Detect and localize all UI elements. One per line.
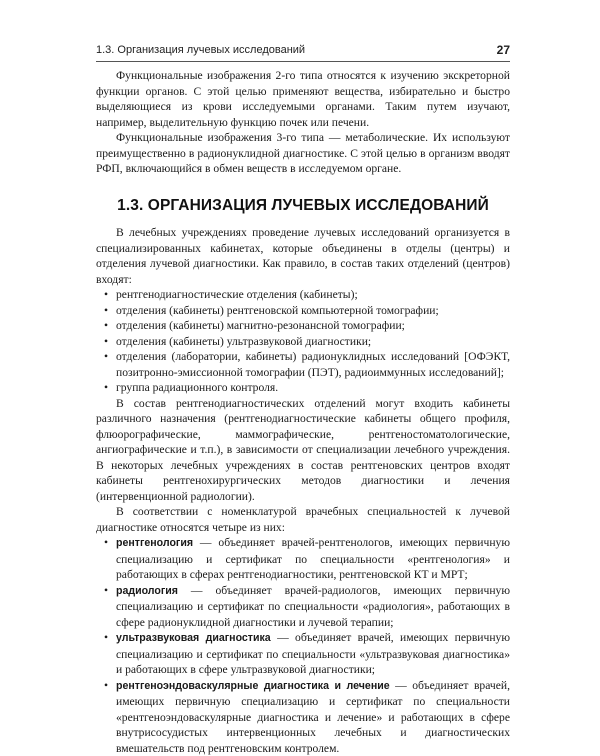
list-item-text: рентгенодиагностические отделения (кабинеты); bbox=[116, 288, 358, 301]
intro-text bbox=[96, 68, 510, 177]
bullet-icon: • bbox=[104, 380, 108, 396]
list-item bbox=[96, 287, 510, 303]
list-item-text: отделения (лаборатории, кабинеты) радионуклидных исследований [ОФЭКТ, позитронно-эмиссионной томографии (ПЭТ), радиоиммунных исследований]; bbox=[116, 350, 510, 379]
paragraph-metabolic-images: Функциональные изображения 3-го типа — метаболические. Их используют преимущественно в радионуклидной диагностике. С этой целью в организм вводят РФП, включающийся в обмен веществ в исследуемом органе. bbox=[96, 130, 510, 177]
specialty-term: радиология bbox=[116, 585, 178, 597]
paragraph-xray-departments: В состав рентгенодиагностических отделений могут входить кабинеты различного назначения (рентгенодиагностические кабинеты общего профиля, флюорографические, маммографические, рентгеностоматологические, ангиографические и т.п.), в зависимости от специализации лечебного учреждения. В некоторых лечебных учреждениях в состав рентгеновских центров входят кабинеты рентгенохирургических методов диагностики и лечения (интервенционной радиологии). bbox=[96, 396, 510, 505]
list-item-text: отделения (кабинеты) ультразвуковой диагностики; bbox=[116, 335, 371, 348]
bullet-icon: • bbox=[104, 678, 108, 694]
bullet-icon: • bbox=[104, 334, 108, 350]
list-item-text: отделения (кабинеты) рентгеновской компьютерной томографии; bbox=[116, 304, 439, 317]
list-item bbox=[96, 535, 510, 583]
bullet-icon: • bbox=[104, 287, 108, 303]
specialties-list bbox=[96, 535, 510, 756]
bullet-icon: • bbox=[104, 630, 108, 646]
list-item bbox=[96, 630, 510, 678]
bullet-icon: • bbox=[104, 318, 108, 334]
list-item bbox=[96, 583, 510, 631]
running-head bbox=[96, 44, 510, 60]
paragraph-specialties-intro: В соответствии с номенклатурой врачебных специальностей к лучевой диагностике относятся четыре из них: bbox=[96, 504, 510, 535]
specialty-description: — объединяет врачей, имеющих первичную специализацию и сертификат по специальности «ультразвуковая диагностика» и работающих в сфере ультразвуковой диагностики; bbox=[116, 631, 510, 676]
paragraph-excretory-function: Функциональные изображения 2-го типа относятся к изучению экскреторной функции органов. С этой целью применяют вещества, избирательно и быстро выделяющиеся из крови исследуемыми органами. Таким путем изучают, например, выделительную функцию почек или печени. bbox=[96, 68, 510, 130]
departments-list bbox=[96, 287, 510, 396]
list-item-text: отделения (кабинеты) магнитно-резонансной томографии; bbox=[116, 319, 405, 332]
specialty-term: рентгеноэндоваскулярные диагностика и лечение bbox=[116, 680, 390, 692]
specialty-description: — объединяет врачей-рентгенологов, имеющих первичную специализацию и сертификат по специальности «рентгенология» и работающих в сферах рентгенодиагностики, рентгеновской КТ и МРТ; bbox=[116, 536, 510, 581]
specialty-term: ультразвуковая диагностика bbox=[116, 632, 271, 644]
specialty-description: — объединяет врачей, имеющих первичную специализацию и сертификат по специальности «рентгеноэндоваскулярные диагностика и лечение» и работающих в сфере внутрисосудистых интервенционных лечебных и диагностических вмешательств под рентгеновским контролем. bbox=[116, 679, 510, 755]
section-body bbox=[96, 225, 510, 756]
page-number: 27 bbox=[497, 43, 510, 57]
section-heading: 1.3. ОРГАНИЗАЦИЯ ЛУЧЕВЫХ ИССЛЕДОВАНИЙ bbox=[96, 197, 510, 215]
specialty-term: рентгенология bbox=[116, 537, 193, 549]
list-item bbox=[96, 318, 510, 334]
list-item bbox=[96, 334, 510, 350]
header-divider bbox=[96, 61, 510, 62]
bullet-icon: • bbox=[104, 583, 108, 599]
bullet-icon: • bbox=[104, 349, 108, 365]
list-item bbox=[96, 380, 510, 396]
specialty-description: — объединяет врачей-радиологов, имеющих первичную специализацию и сертификат по специальности «радиология», работающих в сфере радионуклидной диагностики и лучевой терапии; bbox=[116, 584, 510, 629]
bullet-icon: • bbox=[104, 535, 108, 551]
paragraph-organization: В лечебных учреждениях проведение лучевых исследований организуется в специализированных кабинетах, которые объединены в отделы (центры) и отделения лучевой диагностики. Как правило, в состав таких отделений (центров) входят: bbox=[96, 225, 510, 287]
list-item bbox=[96, 349, 510, 380]
list-item bbox=[96, 678, 510, 756]
bullet-icon: • bbox=[104, 303, 108, 319]
list-item-text: группа радиационного контроля. bbox=[116, 381, 278, 394]
running-head-title: 1.3. Организация лучевых исследований bbox=[96, 44, 305, 56]
list-item bbox=[96, 303, 510, 319]
